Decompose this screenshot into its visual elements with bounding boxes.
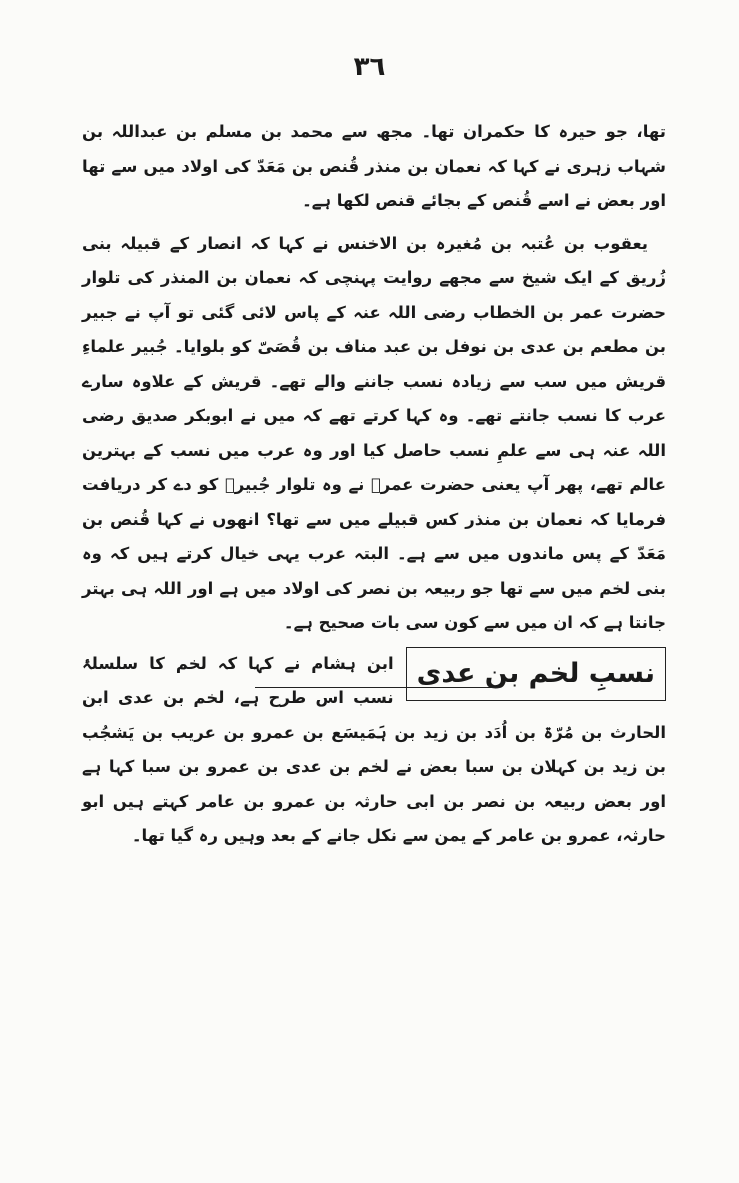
paragraph-1: تھا، جو حیرہ کا حکمران تھا۔ مجھ سے محمد بن مسلم بن عبداللہ بن شہاب زہری نے کہا کہ نعمان بن منذر قُنص بن مَعَدّ کی اولاد میں سے تھا اور بعض نے اسے قُنص کے بجائے قنص لکھا ہے۔ — [82, 122, 666, 210]
body-text — [82, 115, 666, 854]
paragraph-2: یعقوب بن عُتبہ بن مُغیرہ بن الاخنس نے کہا کہ انصار کے قبیلہ بنی زُریق کے ایک شیخ سے مجھے روایت پہنچی کہ نعمان بن المنذر کی تلوار حضرت عمر بن الخطاب رضی اللہ عنہ کے پاس لائی گئی تو آپ نے جبیر بن مطعم بن عدی بن نوفل بن عبد مناف بن قُصَیّ کو بلوایا۔ جُبیر علماءِ قریش میں سب سے زیادہ نسب جاننے والے تھے۔ قریش کے علاوہ سارے عرب کا نسب جانتے تھے۔ وہ کہا کرتے تھے کہ میں نے ابوبکر صدیق رضی اللہ عنہ ہی سے علمِ نسب حاصل کیا اور وہ عرب میں نسب کے بہترین عالم تھے، پھر آپ یعنی حضرت عمرؓ نے وہ تلوار جُبیرؓ کو دے کر دریافت فرمایا کہ نعمان بن منذر کس قبیلے میں سے تھا؟ انھوں نے کہا قُنص بن مَعَدّ کے پس ماندوں میں سے ہے۔ البتہ عرب یہی خیال کرتے ہیں کہ وہ بنی لخم میں سے تھا جو ربیعہ بن نصر کی اولاد میں ہے اور اللہ ہی بہتر جانتا ہے کہ ان میں سے کون سی بات صحیح ہے۔ — [82, 233, 666, 632]
paragraph-3: ابن ہشام نے کہا کہ لخم کا سلسلۂ نسب اس طرح ہے، لخم بن عدی ابن الحارث بن مُرّۃ بن اُدَد بن زید بن ہَمَیسَع بن عمرو بن عریب بن یَشجُب بن زید بن کہلان بن سبا بعض نے لخم بن عدی بن عمرو بن سبا کہا ہے اور بعض ربیعہ بن نصر بن ابی حارثہ بن عمرو بن عامر کہتے ہیں ابو حارثہ، عمرو بن عامر کے یمن سے نکل جانے کے بعد وہیں رہ گیا تھا۔ — [82, 653, 666, 845]
section-divider — [255, 687, 500, 688]
section-heading-box: نسبِ لخم بن عدی — [406, 647, 666, 701]
page-number: ٣٦ — [353, 52, 386, 82]
